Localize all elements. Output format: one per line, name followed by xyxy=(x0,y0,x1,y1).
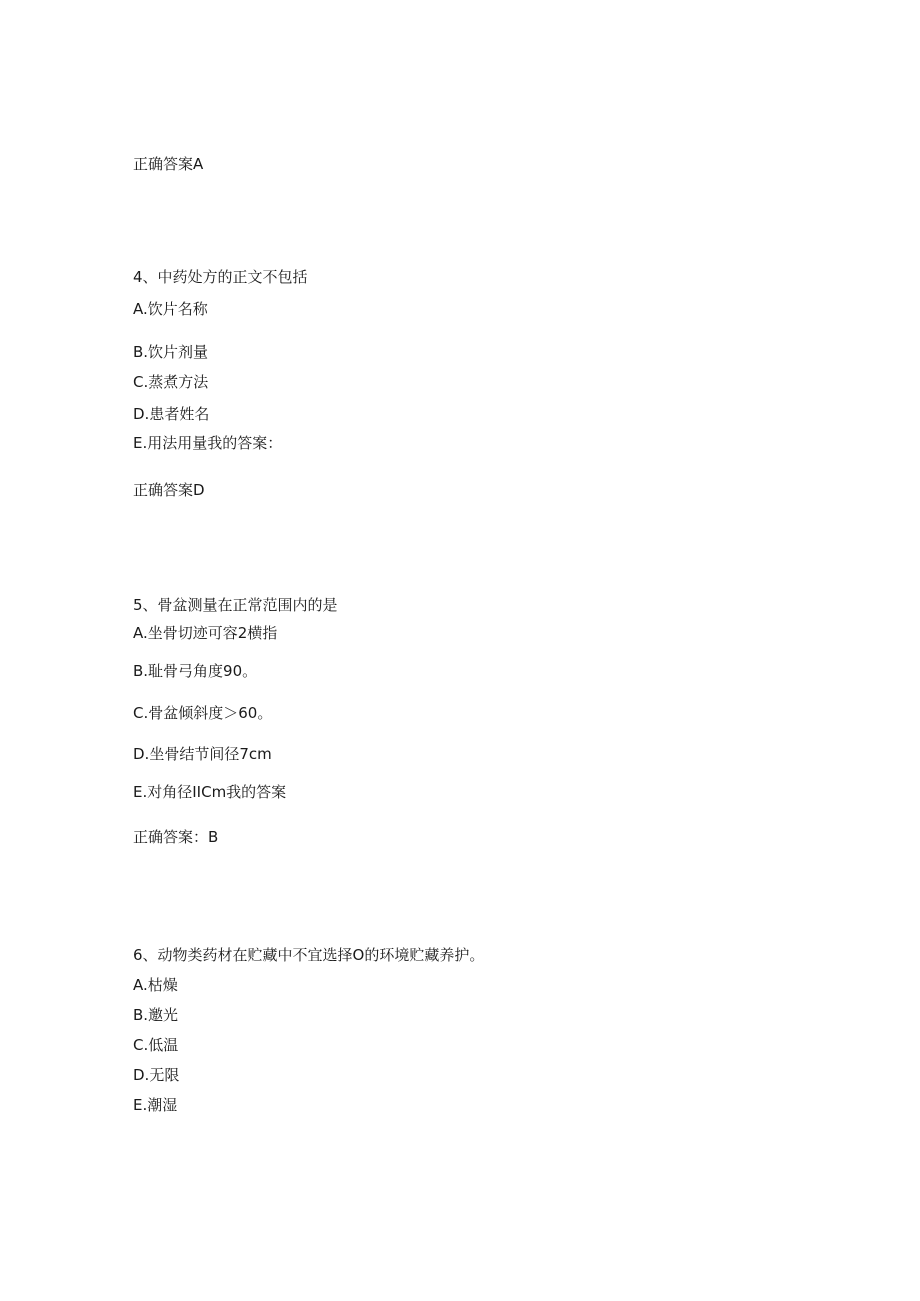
option-a-q6: A.枯燥 xyxy=(133,976,178,994)
option-c-q6: C.低温 xyxy=(133,1036,179,1054)
option-c-q5: C.骨盆倾斜度＞60。 xyxy=(133,704,273,722)
option-e-q5: E.对角径IICm我的答案 xyxy=(133,783,287,801)
option-a-q4: A.饮片名称 xyxy=(133,300,208,318)
option-d-q5: D.坐骨结节间径7cm xyxy=(133,745,272,763)
answer-line-q3: 正确答案A xyxy=(133,155,204,173)
question-6: 6、动物类药材在贮藏中不宜选择O的环境贮藏养护。 xyxy=(133,946,485,964)
option-b-q4: B.饮片剂量 xyxy=(133,343,209,361)
option-d-q4: D.患者姓名 xyxy=(133,405,210,423)
option-e-q6: E.潮湿 xyxy=(133,1096,178,1114)
question-5: 5、骨盆测量在正常范围内的是 xyxy=(133,596,338,614)
question-4: 4、中药处方的正文不包括 xyxy=(133,268,308,286)
option-c-q4: C.蒸煮方法 xyxy=(133,373,209,391)
option-d-q6: D.无限 xyxy=(133,1066,180,1084)
answer-line-q4: 正确答案D xyxy=(133,481,205,499)
option-b-q6: B.邀光 xyxy=(133,1006,179,1024)
answer-line-q5: 正确答案：B xyxy=(133,828,219,846)
option-e-q4: E.用法用量我的答案： xyxy=(133,434,283,452)
option-b-q5: B.耻骨弓角度90。 xyxy=(133,662,258,680)
option-a-q5: A.坐骨切迹可容2横指 xyxy=(133,624,278,642)
